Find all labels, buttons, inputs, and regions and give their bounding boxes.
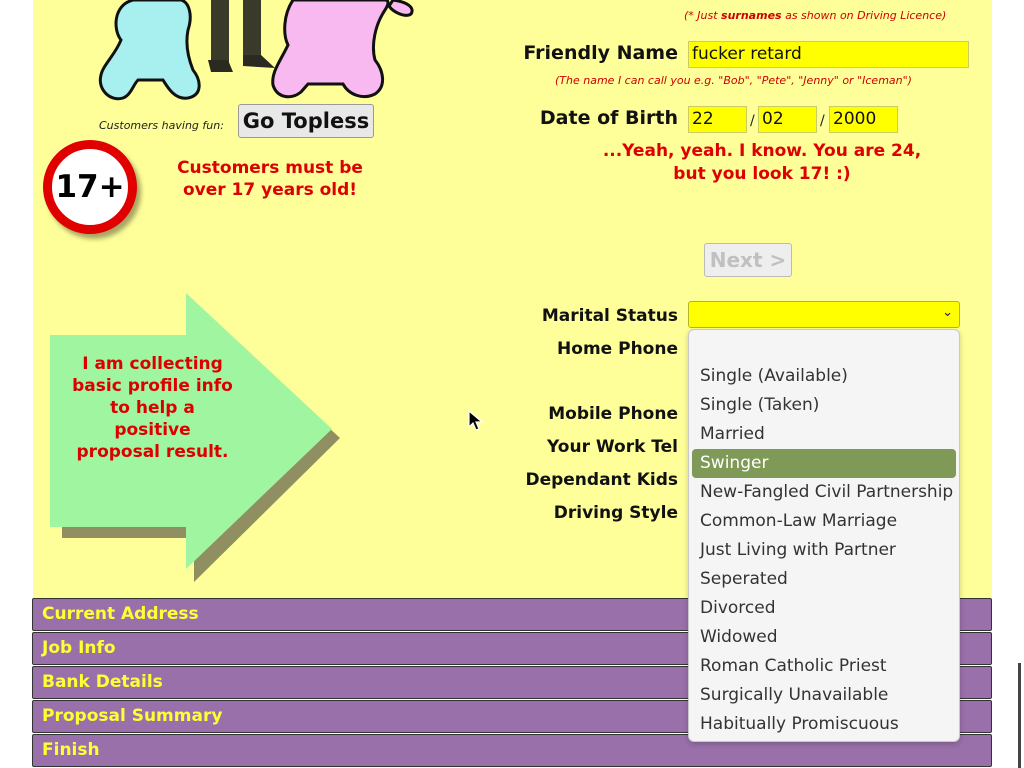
dob-year-input[interactable]: 2000 bbox=[829, 106, 898, 133]
accordion-proposal-summary[interactable]: Proposal Summary bbox=[32, 700, 992, 733]
option-widowed[interactable]: Widowed bbox=[700, 627, 778, 647]
next-button[interactable]: Next > bbox=[704, 243, 792, 277]
surname-hint: (* Just surnames as shown on Driving Licence) bbox=[684, 9, 947, 22]
page-scrollbar[interactable] bbox=[1018, 663, 1021, 768]
marital-status-select[interactable] bbox=[688, 301, 960, 328]
friendly-name-input[interactable]: fucker retard bbox=[688, 41, 969, 68]
option-swinger[interactable]: Swinger bbox=[692, 449, 956, 478]
info-arrow bbox=[50, 293, 340, 583]
arrow-message: I am collecting basic profile info to help a positive proposal result. bbox=[72, 354, 233, 462]
accordion-bank-details[interactable]: Bank Details bbox=[32, 666, 992, 699]
dob-separator: / bbox=[750, 113, 755, 129]
dob-note bbox=[563, 140, 961, 186]
cartoon-characters-image bbox=[93, 0, 453, 102]
option-civil-partnership[interactable]: New-Fangled Civil Partnership bbox=[700, 482, 954, 502]
option-habitually-promiscuous[interactable]: Habitually Promiscuous bbox=[700, 714, 899, 734]
dob-note-line: but you look 17! :) bbox=[673, 164, 851, 184]
friendly-name-label: Friendly Name bbox=[523, 42, 678, 64]
dob-month-input[interactable]: 02 bbox=[758, 106, 817, 133]
dob-label: Date of Birth bbox=[539, 107, 678, 129]
dependant-kids-label: Dependant Kids bbox=[525, 470, 678, 490]
chevron-down-icon: ⌄ bbox=[942, 305, 953, 320]
option-common-law[interactable]: Common-Law Marriage bbox=[700, 511, 898, 531]
option-separated[interactable]: Seperated bbox=[700, 569, 788, 589]
driving-style-label: Driving Style bbox=[553, 503, 678, 523]
accordion-finish[interactable]: Finish bbox=[32, 734, 992, 767]
option-single-available[interactable]: Single (Available) bbox=[700, 366, 848, 386]
accordion-job-info[interactable]: Job Info bbox=[32, 632, 992, 665]
work-tel-label: Your Work Tel bbox=[547, 437, 678, 457]
option-surgically-unavailable[interactable]: Surgically Unavailable bbox=[700, 685, 889, 705]
dob-day-input[interactable]: 22 bbox=[688, 106, 747, 133]
option-catholic-priest[interactable]: Roman Catholic Priest bbox=[700, 656, 887, 676]
age-warning-text: Customers must be over 17 years old! bbox=[177, 158, 363, 200]
marital-status-label: Marital Status bbox=[541, 306, 678, 326]
dob-separator: / bbox=[820, 113, 825, 129]
age-restriction-badge: 17+ bbox=[43, 140, 137, 234]
home-phone-label: Home Phone bbox=[557, 339, 678, 359]
option-single-taken[interactable]: Single (Taken) bbox=[700, 395, 820, 415]
dob-note-line: ...Yeah, yeah. I know. You are 24, bbox=[602, 141, 922, 161]
marital-status-dropdown-list bbox=[688, 329, 960, 742]
go-topless-button[interactable]: Go Topless bbox=[238, 104, 374, 138]
mouse-pointer-icon bbox=[468, 410, 484, 432]
fun-caption: Customers having fun: bbox=[99, 119, 224, 132]
mobile-phone-label: Mobile Phone bbox=[548, 404, 678, 424]
option-divorced[interactable]: Divorced bbox=[700, 598, 776, 618]
accordion-current-address[interactable]: Current Address bbox=[32, 598, 992, 631]
friendly-name-hint: (The name I can call you e.g. "Bob", "Pete", "Jenny" or "Iceman") bbox=[555, 74, 912, 87]
option-living-with-partner[interactable]: Just Living with Partner bbox=[700, 540, 896, 560]
option-married[interactable]: Married bbox=[700, 424, 765, 444]
